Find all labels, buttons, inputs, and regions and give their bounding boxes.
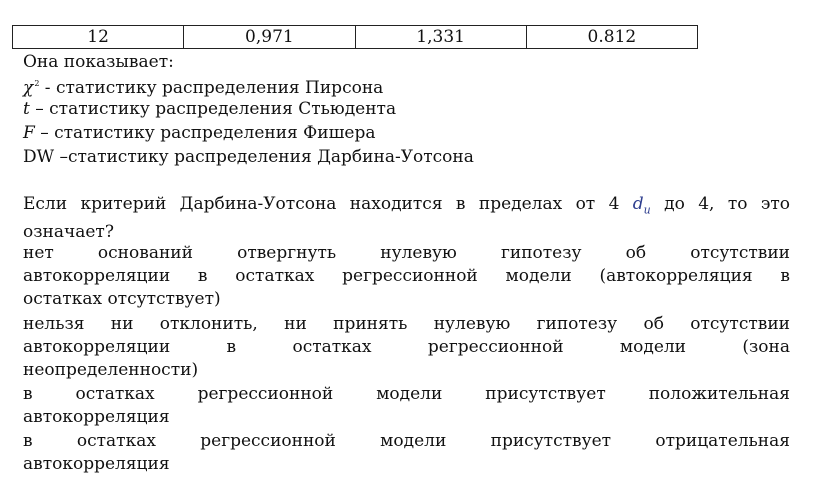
option-label: – статистику распределения Фишера — [34, 123, 376, 143]
option-chi-square[interactable] — [23, 73, 383, 99]
option-t[interactable] — [23, 98, 396, 120]
t-symbol: t — [23, 99, 30, 119]
f-symbol: F — [23, 123, 35, 143]
answer-option-2[interactable]: нельзя ни отклонить, ни принять нулевую гипотезу об отсутствии автокорреляции в остатках регрессионной модели (зона неопределенности) — [23, 314, 790, 380]
table-cell: 12 — [13, 26, 184, 49]
intro-text: Она показывает: — [23, 52, 174, 72]
option-label: DW –статистику распределения Дарбина-Уотсона — [23, 147, 474, 167]
table-cell: 0,971 — [184, 26, 355, 49]
option-label: – статистику распределения Стьюдента — [29, 99, 397, 119]
answer-option-1[interactable]: нет оснований отвергнуть нулевую гипотезу об отсутствии автокорреляции в остатках регрессионной модели (автокорреляция в остатках отсутствует) — [23, 243, 790, 309]
table-cell: 0.812 — [526, 26, 697, 49]
table-cell: 1,331 — [355, 26, 526, 49]
question-text: Если критерий Дарбина-Уотсона находится в пределах от 4 $d_u$ до 4, то это означает? — [23, 194, 790, 243]
option-dw[interactable] — [23, 146, 474, 168]
option-label: - статистику распределения Пирсона — [39, 78, 384, 98]
chi-symbol: $\chi^2$ — [23, 78, 40, 98]
table-row — [13, 26, 698, 49]
answer-option-3[interactable]: в остатках регрессионной модели присутствует положительная автокорреляция — [23, 384, 790, 427]
du-symbol: $d_u$ — [632, 194, 651, 217]
option-f[interactable] — [23, 122, 376, 144]
answer-option-4[interactable]: в остатках регрессионной модели присутствует отрицательная автокорреляция — [23, 431, 790, 474]
data-table — [12, 25, 698, 49]
